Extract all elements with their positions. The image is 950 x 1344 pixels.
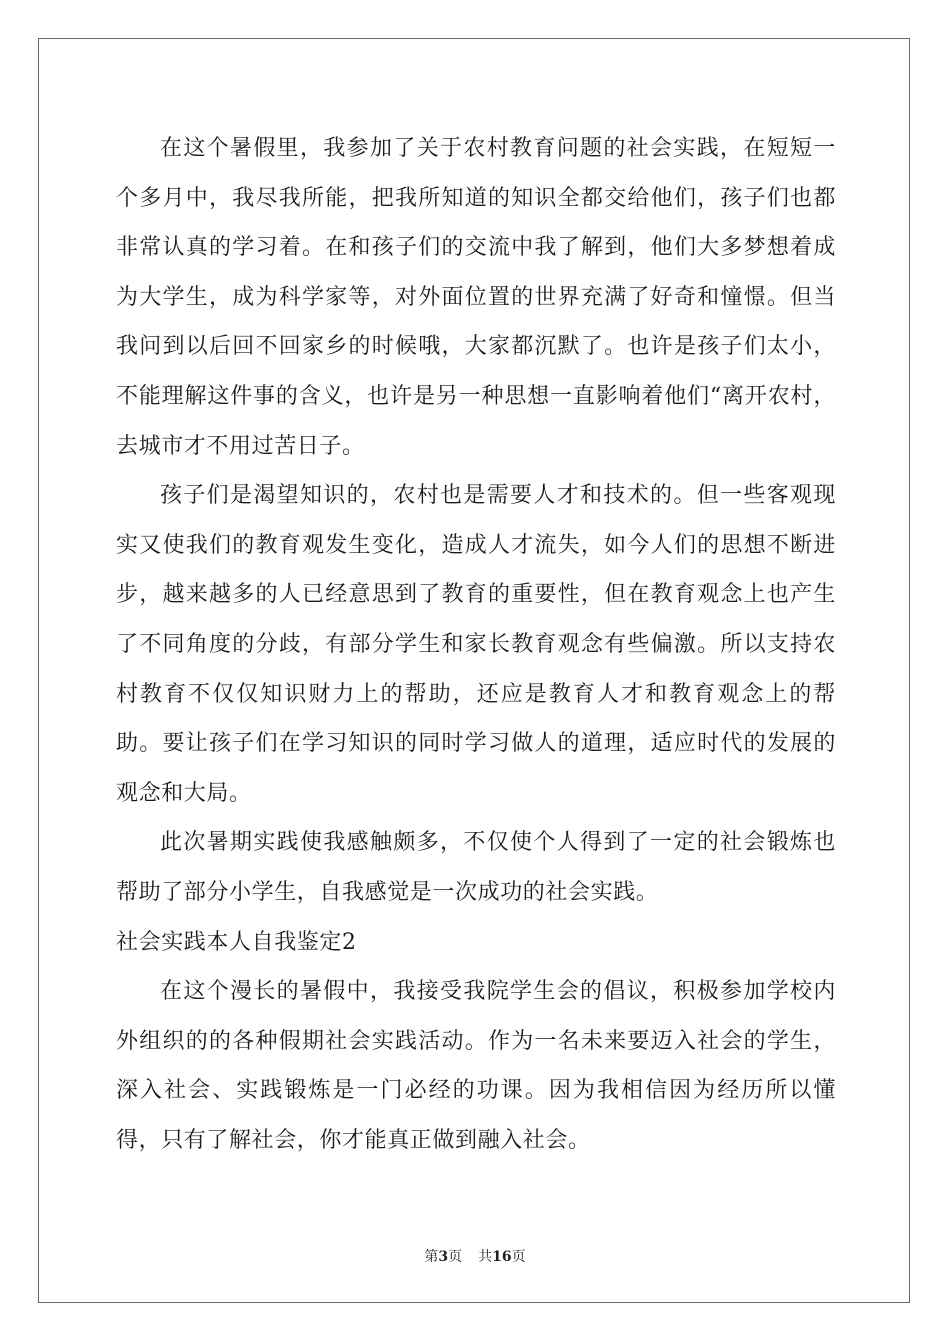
total-suffix: 页 xyxy=(511,1249,526,1265)
total-prefix: 共 xyxy=(478,1249,493,1265)
page-total: 16 xyxy=(492,1249,512,1265)
page-current: 3 xyxy=(438,1249,449,1265)
paragraph-3: 此次暑期实践使我感触颇多，不仅使个人得到了一定的社会锻炼也帮助了部分小学生，自我感觉是一次成功的社会实践。 xyxy=(116,830,836,905)
paragraph-2: 孩子们是渴望知识的，农村也是需要人才和技术的。但一些客观现实又使我们的教育观发生变化，造成人才流失，如今人们的思想不断进步，越来越多的人已经意思到了教育的重要性，但在教育观念上也产生了不同角度的分歧，有部分学生和家长教育观念有些偏激。所以支持农村教育不仅仅知识财力上的帮助，还应是教育人才和教育观念上的帮助。要让孩子们在学习知识的同时学习做人的道理，适应时代的发展的观念和大局。 xyxy=(116,483,836,806)
section-heading: 社会实践本人自我鉴定2 xyxy=(116,929,357,955)
document-body xyxy=(116,124,836,1165)
page-prefix: 第 xyxy=(424,1249,439,1265)
page-footer xyxy=(0,1246,950,1266)
page-suffix: 页 xyxy=(448,1249,463,1265)
section-paragraph-1: 在这个漫长的暑假中，我接受我院学生会的倡议，积极参加学校内外组织的的各种假期社会实践活动。作为一名未来要迈入社会的学生，深入社会、实践锻炼是一门必经的功课。因为我相信因为经历所以懂得，只有了解社会，你才能真正做到融入社会。 xyxy=(116,979,836,1153)
paragraph-1: 在这个暑假里，我参加了关于农村教育问题的社会实践，在短短一个多月中，我尽我所能，把我所知道的知识全都交给他们，孩子们也都非常认真的学习着。在和孩子们的交流中我了解到，他们大多梦想着成为大学生，成为科学家等，对外面位置的世界充满了好奇和憧憬。但当我问到以后回不回家乡的时候哦，大家都沉默了。也许是孩子们太小，不能理解这件事的含义，也许是另一种思想一直影响着他们“离开农村，去城市才不用过苦日子。 xyxy=(116,136,836,459)
